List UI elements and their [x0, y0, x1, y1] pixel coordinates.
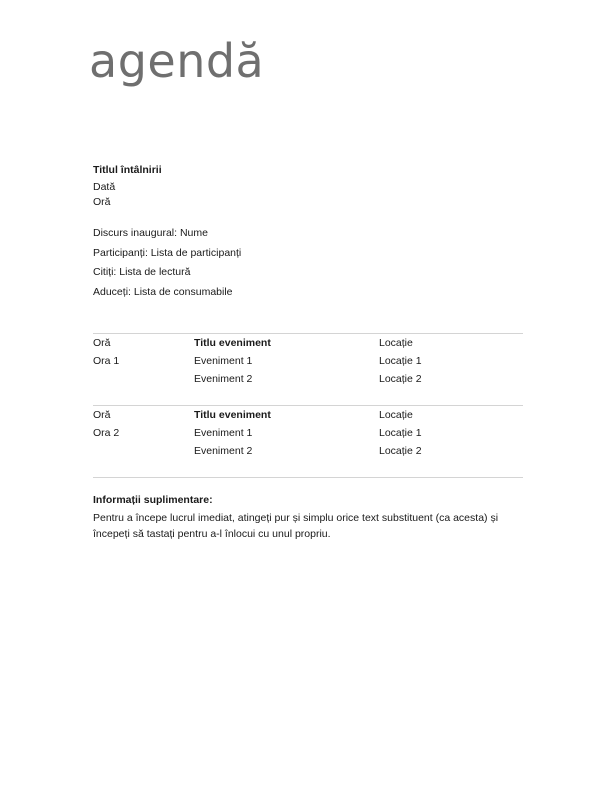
header-event[interactable]: Titlu eveniment [194, 409, 271, 421]
supplies-line[interactable]: Aduceți: Lista de consumabile [93, 285, 233, 298]
info-title[interactable]: Informații suplimentare: [93, 494, 213, 506]
header-time[interactable]: Oră [93, 337, 111, 349]
meeting-meta [93, 180, 115, 210]
header-location[interactable]: Locație [379, 337, 413, 349]
event-name[interactable]: Eveniment 1 [194, 427, 253, 439]
header-time[interactable]: Oră [93, 409, 111, 421]
reading-line[interactable]: Citiți: Lista de lectură [93, 266, 191, 278]
table-row [93, 442, 523, 460]
event-location[interactable]: Locație 1 [379, 427, 422, 439]
divider [93, 477, 523, 478]
meeting-title[interactable]: Titlul întâlnirii [93, 164, 162, 176]
meeting-date[interactable]: Dată [93, 181, 116, 193]
header-event[interactable]: Titlu eveniment [194, 337, 271, 349]
table-row [93, 352, 523, 370]
page-title[interactable]: agendă [89, 34, 265, 88]
agenda-session-1 [93, 334, 523, 388]
info-text[interactable]: Pentru a începe lucrul imediat, atingeți pur și simplu orice text substituent (ca acesta) și începeți să tastați pentru a-l înlocui cu unul propriu. [93, 512, 499, 540]
table-row [93, 424, 523, 442]
meeting-details [93, 224, 241, 302]
meeting-time[interactable]: Oră [93, 196, 111, 208]
event-name[interactable]: Eveniment 2 [194, 373, 253, 385]
keynote-line[interactable]: Discurs inaugural: Nume [93, 227, 208, 239]
table-header-row [93, 334, 523, 352]
event-location[interactable]: Locație 2 [379, 373, 422, 385]
event-name[interactable]: Eveniment 1 [194, 355, 253, 367]
session-time[interactable]: Ora 1 [93, 355, 120, 367]
header-location[interactable]: Locație [379, 409, 413, 421]
table-row [93, 370, 523, 388]
attendees-line[interactable]: Participanți: Lista de participanți [93, 246, 242, 259]
event-location[interactable]: Locație 1 [379, 355, 422, 367]
event-name[interactable]: Eveniment 2 [194, 445, 253, 457]
event-location[interactable]: Locație 2 [379, 445, 422, 457]
agenda-session-2 [93, 406, 523, 460]
table-header-row [93, 406, 523, 424]
session-time[interactable]: Ora 2 [93, 427, 120, 439]
